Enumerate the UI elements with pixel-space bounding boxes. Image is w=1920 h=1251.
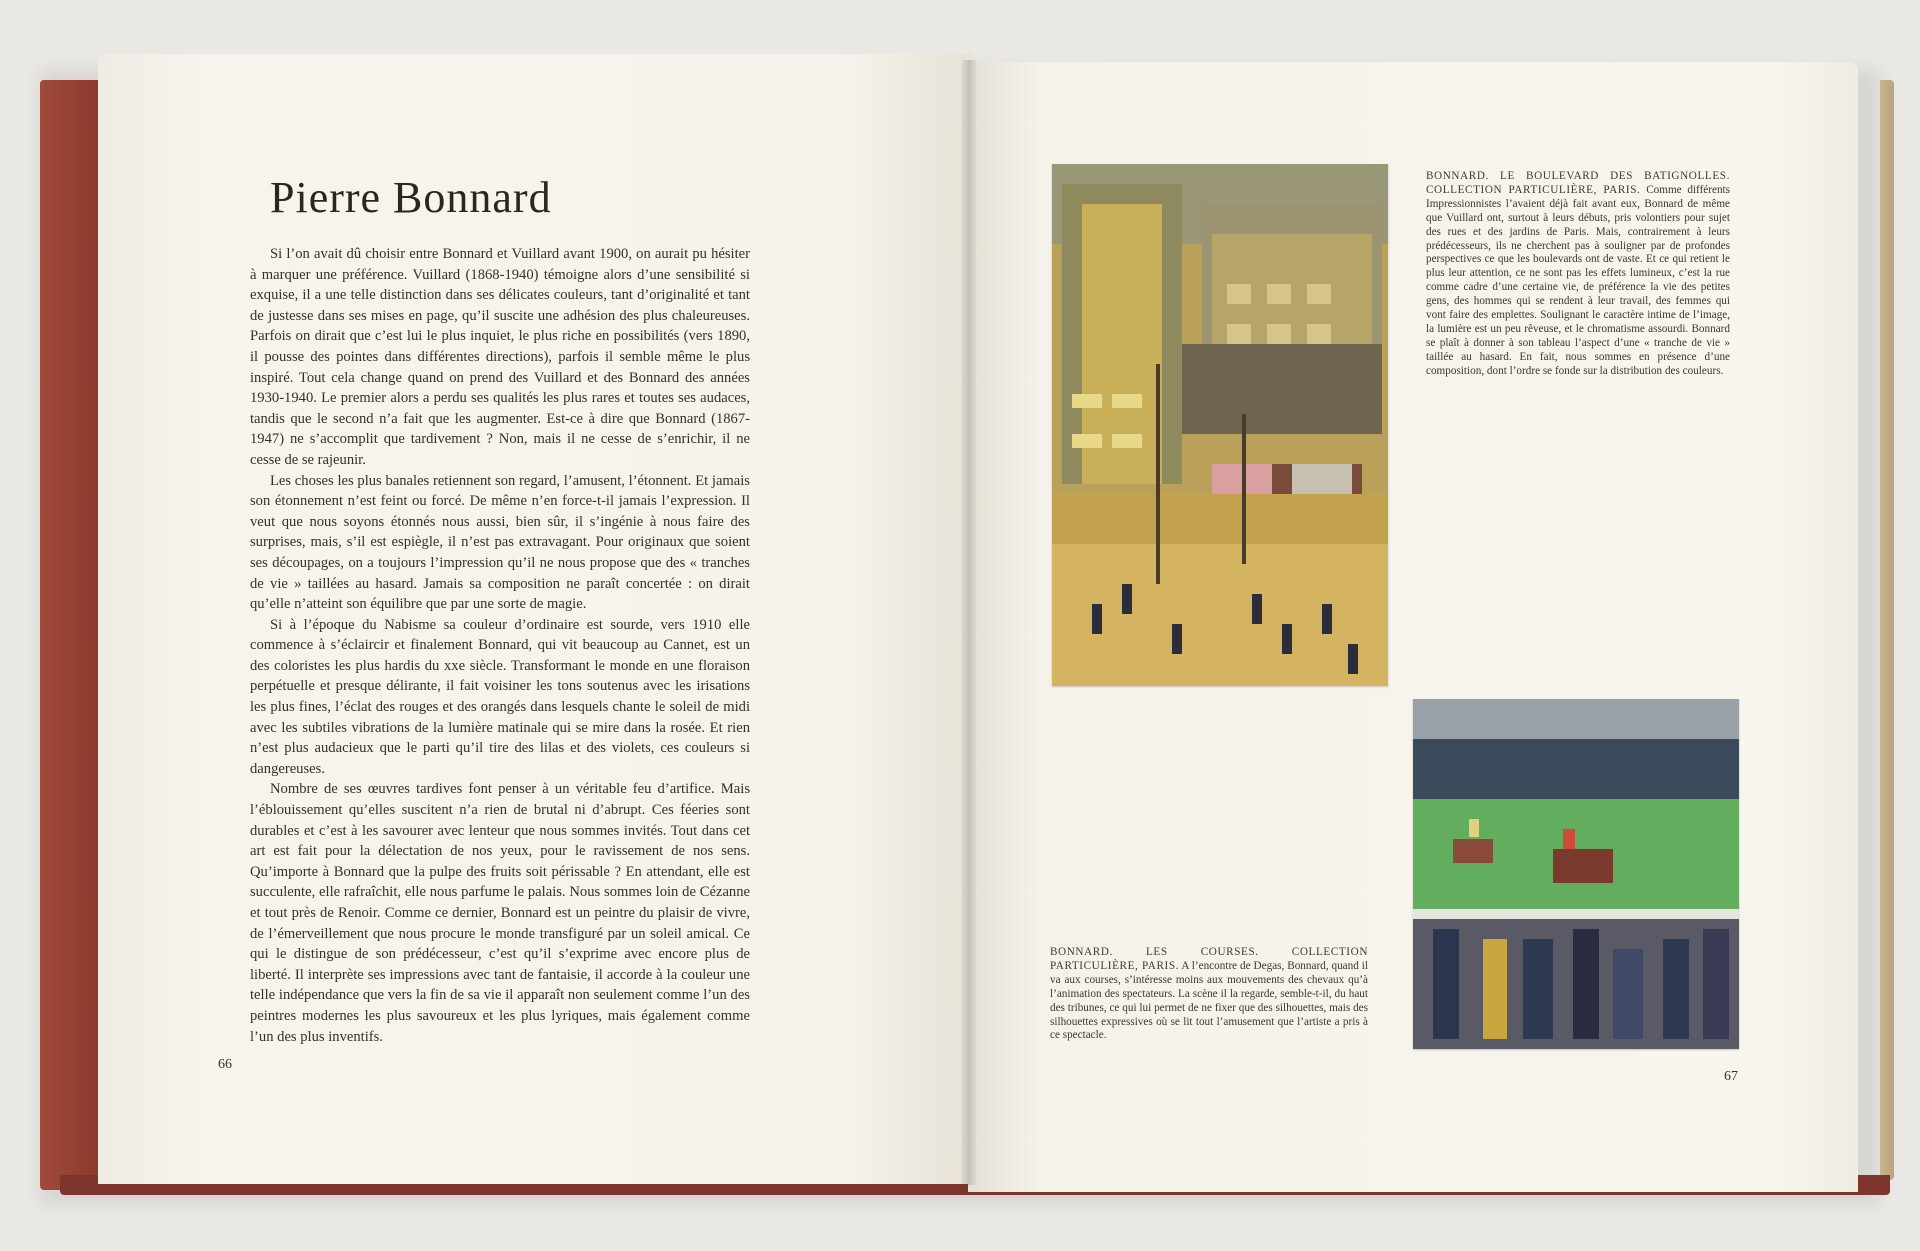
caption-courses	[1050, 946, 1368, 1043]
paragraph: Les choses les plus banales retiennent son regard, l’amusent, l’étonnent. Et jamais son étonnement n’est feint ou forcé. De même n’en force-t-il jamais l’expression. Il veut que nous soyons étonnés nous aussi, bien sûr, il s’ingénie à nous faire des surprises, mais, s’il est espiègle, il n’est pas extravagant. Pour originaux que soient ses découpages, on a toujours l’impression qu’il ne nous propose que des « tranches de vie » taillées au hasard. Jamais sa composition ne paraît concertée : on dirait qu’elle n’atteint son équilibre que par une sorte de magie.	[250, 472, 750, 613]
page-number-left: 66	[218, 1057, 232, 1072]
painting-boulevard-des-batignolles	[1052, 164, 1388, 686]
page-number-right: 67	[1724, 1069, 1738, 1084]
paragraph: Nombre de ses œuvres tardives font penser à un véritable feu d’artifice. Mais l’éblouissement qu’elles suscitent n’a rien de brutal ni d’abrupt. Ces féeries sont durables et c’est à les savourer avec lenteur que nous sommes invités. Tout dans cet art est fait pour la délectation de nos yeux, pour le ravissement de nos sens. Qu’importe à Bonnard que la pulpe des fruits soit périssable ? En attendant, elle est succulente, elle rafraîchit, elle nous parfume le palais. Nous sommes loin de Cézanne et tout près de Renoir. Comme ce dernier, Bonnard est un peintre du plaisir de vivre, de l’émerveillement que nous procure le monde transfiguré par un soleil amical. Ce qui le distingue de son prédécesseur, c’est qu’il s’exprime avec encore plus de liberté. Il interprète ses impressions avec tant de fantaisie, il accorde à la couleur une telle indépendance que vers la fin de sa vie il apparaît non seulement comme l’un des peintres modernes les plus savoureux et les plus lyriques, mais également comme l’un des plus inventifs.	[250, 781, 750, 1045]
painting-boulevard-image	[1052, 164, 1388, 686]
caption-heading: BONNARD. LE BOULEVARD DES BATIGNOLLES. COLLECTION PARTICULIÈRE, PARIS.	[1426, 170, 1730, 196]
caption-text: Comme différents Impressionnistes l’avaient déjà fait avant eux, Bonnard de même que Vuillard ont, surtout à leurs débuts, pris volontiers pour sujet des rues et des jardins de Paris. Mais, contrairement à leurs prédécesseurs, ils ne cherchent pas à souligner par de profondes perspectives ce que les boulevards ont de vaste. Et ce qui retient le plus leur attention, ce ne sont pas les effets lumineux, c’est la rue comme cadre d’une certaine vie, de préférence la vie des petites gens, des hommes qui se rendent à leur travail, des femmes qui vont faire des emplettes. Soulignant le caractère intime de l’image, la lumière est un peu rêveuse, et le chromatisme assourdi. Bonnard se plaît à donner à son tableau l’aspect d’une « tranche de vie » taillée au hasard. En fait, nous sommes en présence d’une composition, dont l’ordre se fonde sur la distribution des couleurs.	[1426, 183, 1731, 377]
book-gutter	[962, 60, 976, 1185]
caption-text: A l’encontre de Degas, Bonnard, quand il va aux courses, s’intéresse moins aux mouvements des chevaux qu’à l’animation des spectateurs. La scène il la regarde, semble-t-il, du haut des tribunes, ce qui lui permet de ne fixer que des silhouettes, mais des silhouettes expressives où se lit tout l’amusement que l’artiste a pris à ce spectacle.	[1050, 959, 1368, 1042]
caption-boulevard	[1426, 170, 1730, 379]
paragraph: Si l’on avait dû choisir entre Bonnard et Vuillard avant 1900, on aurait pu hésiter à marquer une préférence. Vuillard (1868-1940) témoigne alors d’une sensibilité si exquise, il a une telle distinction dans ses délicates couleurs, tant d’originalité et tant de justesse dans ses mises en page, qu’il suscite une adhésion des plus chaleureuses. Parfois on dirait que c’est lui le plus inquiet, le plus riche en possibilités (vers 1890, il pousse des pointes dans différentes directions), parfois il semble même le plus inspiré. Tout cela change quand on prend des Vuillard et des Bonnard des années 1930-1940. Le premier alors a perdu ses qualités les plus rares et toutes ses audaces, tandis que le second n’a fait que les augmenter. Est-ce à dire que Bonnard (1867-1947) ne s’accomplit que tardivement ? Non, mais il ne cesse de s’enrichir, il ne cesse de se rajeunir.	[250, 246, 750, 468]
book-cover-right	[1880, 80, 1894, 1180]
painting-courses-image	[1413, 699, 1739, 1049]
book-cover-left	[40, 80, 100, 1190]
caption-heading: BONNARD. LES COURSES. COLLECTION PARTICULIÈRE, PARIS.	[1050, 946, 1368, 972]
chapter-title: Pierre Bonnard	[270, 173, 552, 222]
painting-les-courses	[1413, 699, 1739, 1049]
body-text	[250, 244, 750, 1047]
paragraph: Si à l’époque du Nabisme sa couleur d’ordinaire est sourde, vers 1910 elle commence à s’éclaircir et finalement Bonnard, qui vit beaucoup au Cannet, est un des coloristes les plus hardis du xxe siècle. Transformant le monde en une floraison perpétuelle et presque délirante, il fait voisiner les tons soutenus avec les irisations les plus fines, l’éclat des rouges et des orangés dans lesquels chante le soleil de midi avec les subtiles vibrations de la lumière matinale qui se mire dans la rosée. Et rien n’est plus audacieux que le parti qu’il tire des lilas et des violets, ces couleurs si dangereuses.	[250, 616, 750, 777]
